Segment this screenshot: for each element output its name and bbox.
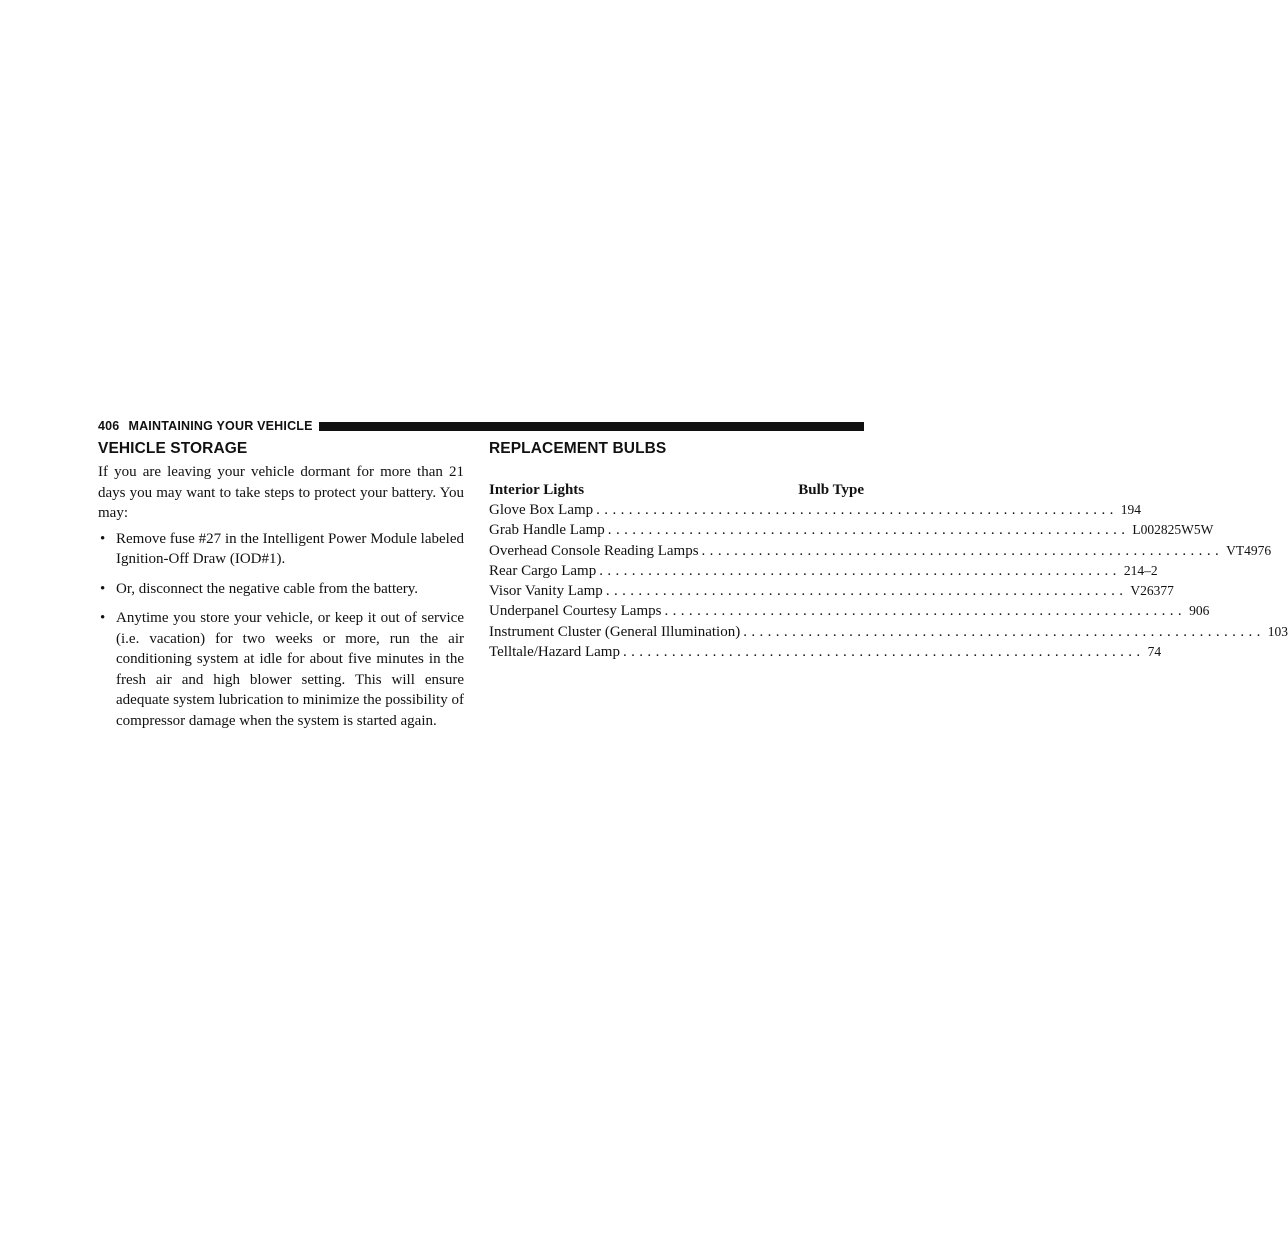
bulb-table	[489, 500, 1288, 662]
vehicle-storage-section	[98, 440, 464, 740]
lamp-name: Telltale/Hazard Lamp	[489, 644, 620, 661]
list-item-text: Remove fuse #27 in the Intelligent Power Module labeled Ignition-Off Draw (IOD#1).	[116, 530, 464, 567]
lamp-name: Visor Vanity Lamp	[489, 583, 603, 600]
list-item	[98, 579, 464, 600]
lamp-name: Instrument Cluster (General Illumination)	[489, 623, 741, 640]
table-row	[489, 622, 1288, 642]
vehicle-storage-heading: VEHICLE STORAGE	[98, 440, 248, 457]
bullet-icon: •	[100, 580, 106, 597]
bullet-icon: •	[100, 610, 106, 626]
table-row	[489, 520, 1214, 540]
dot-leader: ................................................................	[743, 623, 1265, 640]
bulb-type: 74	[1147, 644, 1162, 660]
bulb-type: 214–2	[1123, 562, 1158, 578]
bulb-type: 103	[1267, 623, 1288, 639]
interior-lights-column-header: Interior Lights	[489, 482, 585, 498]
storage-steps-list	[98, 529, 464, 732]
vehicle-storage-intro: If you are leaving your vehicle dormant for more than 21 days you may want to take steps to protect your battery. You may:	[98, 464, 464, 521]
bulb-type-column-header: Bulb Type	[798, 482, 864, 498]
bulb-table-header	[489, 480, 864, 500]
dot-leader: ................................................................	[622, 644, 1145, 661]
list-item-text: Or, disconnect the negative cable from the battery.	[116, 580, 419, 597]
dot-leader: ................................................................	[599, 562, 1121, 579]
lamp-name: Underpanel Courtesy Lamps	[489, 603, 662, 620]
table-row	[489, 642, 1162, 662]
dot-leader: ................................................................	[664, 603, 1187, 620]
bulb-type: L002825W5W	[1132, 522, 1214, 538]
bulb-type: 906	[1189, 603, 1210, 619]
table-row	[489, 581, 1174, 601]
lamp-name: Rear Cargo Lamp	[489, 562, 597, 579]
section-title: MAINTAINING YOUR VEHICLE	[128, 419, 313, 433]
page-header	[98, 418, 864, 434]
page-number: 406	[98, 419, 120, 433]
dot-leader: ................................................................	[607, 522, 1130, 539]
dot-leader: ................................................................	[605, 583, 1128, 600]
replacement-bulbs-section	[489, 440, 1288, 662]
bulb-type: 194	[1120, 502, 1142, 517]
list-item-text: Anytime you store your vehicle, or keep it out of service (i.e. vacation) for two weeks or more, run the air conditioning system at idle for about five minutes in the fresh air and high blower setting. This will ensure adequate system lubrication to minimize the possibility of compressor damage when the system is started again.	[116, 610, 464, 729]
lamp-name: Glove Box Lamp	[489, 502, 594, 518]
bullet-icon: •	[100, 530, 106, 547]
table-row	[489, 541, 1272, 561]
list-item	[98, 529, 464, 570]
list-item	[98, 608, 464, 731]
replacement-bulbs-heading: REPLACEMENT BULBS	[489, 440, 667, 457]
table-row	[489, 561, 1158, 581]
header-rule	[319, 422, 864, 431]
lamp-name: Overhead Console Reading Lamps	[489, 542, 699, 559]
lamp-name: Grab Handle Lamp	[489, 522, 605, 539]
table-row	[489, 500, 1142, 520]
table-row	[489, 601, 1210, 621]
bulb-type: V26377	[1130, 583, 1174, 599]
bulb-type: VT4976	[1226, 542, 1272, 558]
dot-leader: ................................................................	[701, 542, 1224, 559]
dot-leader: ................................................................	[596, 502, 1118, 518]
